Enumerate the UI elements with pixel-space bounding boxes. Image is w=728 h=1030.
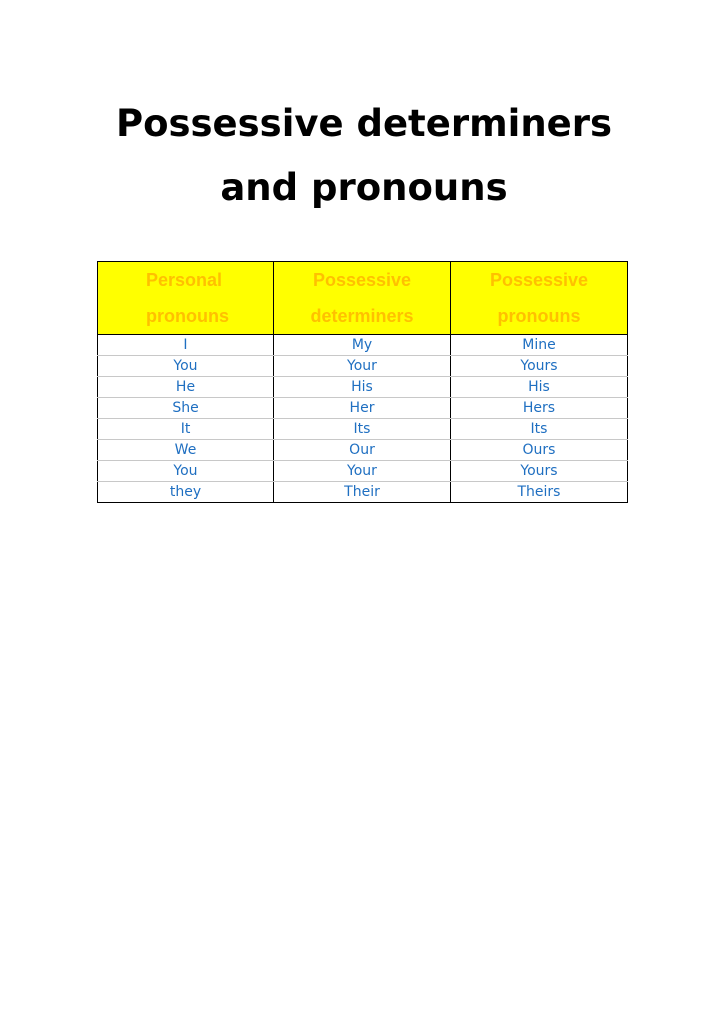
- table-row: [98, 356, 628, 377]
- page-title-line-1: Possessive determiners: [115, 102, 613, 145]
- cell-pronoun: Yours: [451, 356, 628, 377]
- table-row: [98, 440, 628, 461]
- table-row: [98, 377, 628, 398]
- cell-pronoun: Hers: [451, 398, 628, 419]
- cell-personal: You: [98, 461, 274, 482]
- page-title-line-2: and pronouns: [220, 166, 508, 209]
- header-determiners-line-1: Possessive: [312, 270, 412, 290]
- cell-personal: You: [98, 356, 274, 377]
- table-row: [98, 482, 628, 503]
- cell-pronoun: Theirs: [451, 482, 628, 503]
- cell-determiner: Her: [274, 398, 451, 419]
- cell-pronoun: Yours: [451, 461, 628, 482]
- cell-pronoun: Ours: [451, 440, 628, 461]
- header-pronouns-line-2: pronouns: [497, 306, 581, 326]
- table-row: [98, 461, 628, 482]
- cell-pronoun: His: [451, 377, 628, 398]
- table-row: [98, 398, 628, 419]
- cell-determiner: Our: [274, 440, 451, 461]
- header-possessive-determiners: [274, 262, 451, 335]
- header-personal-line-1: Personal: [146, 270, 223, 290]
- cell-pronoun: Mine: [451, 335, 628, 356]
- cell-personal: I: [98, 335, 274, 356]
- cell-personal: She: [98, 398, 274, 419]
- header-possessive-pronouns: [451, 262, 628, 335]
- cell-determiner: Their: [274, 482, 451, 503]
- cell-pronoun: Its: [451, 419, 628, 440]
- cell-determiner: His: [274, 377, 451, 398]
- table-row: [98, 419, 628, 440]
- table-body: [98, 335, 628, 503]
- page-title: [0, 92, 728, 220]
- header-personal-pronouns: [98, 262, 274, 335]
- cell-determiner: Its: [274, 419, 451, 440]
- cell-determiner: Your: [274, 356, 451, 377]
- cell-personal: We: [98, 440, 274, 461]
- cell-personal: they: [98, 482, 274, 503]
- header-personal-line-2: pronouns: [146, 306, 229, 326]
- header-determiners-line-2: determiners: [310, 306, 414, 326]
- header-pronouns-line-1: Possessive: [489, 270, 589, 290]
- cell-determiner: Your: [274, 461, 451, 482]
- table-header-row: [98, 262, 628, 335]
- table-row: [98, 335, 628, 356]
- possessive-pronoun-table: [97, 261, 628, 503]
- cell-personal: He: [98, 377, 274, 398]
- cell-determiner: My: [274, 335, 451, 356]
- cell-personal: It: [98, 419, 274, 440]
